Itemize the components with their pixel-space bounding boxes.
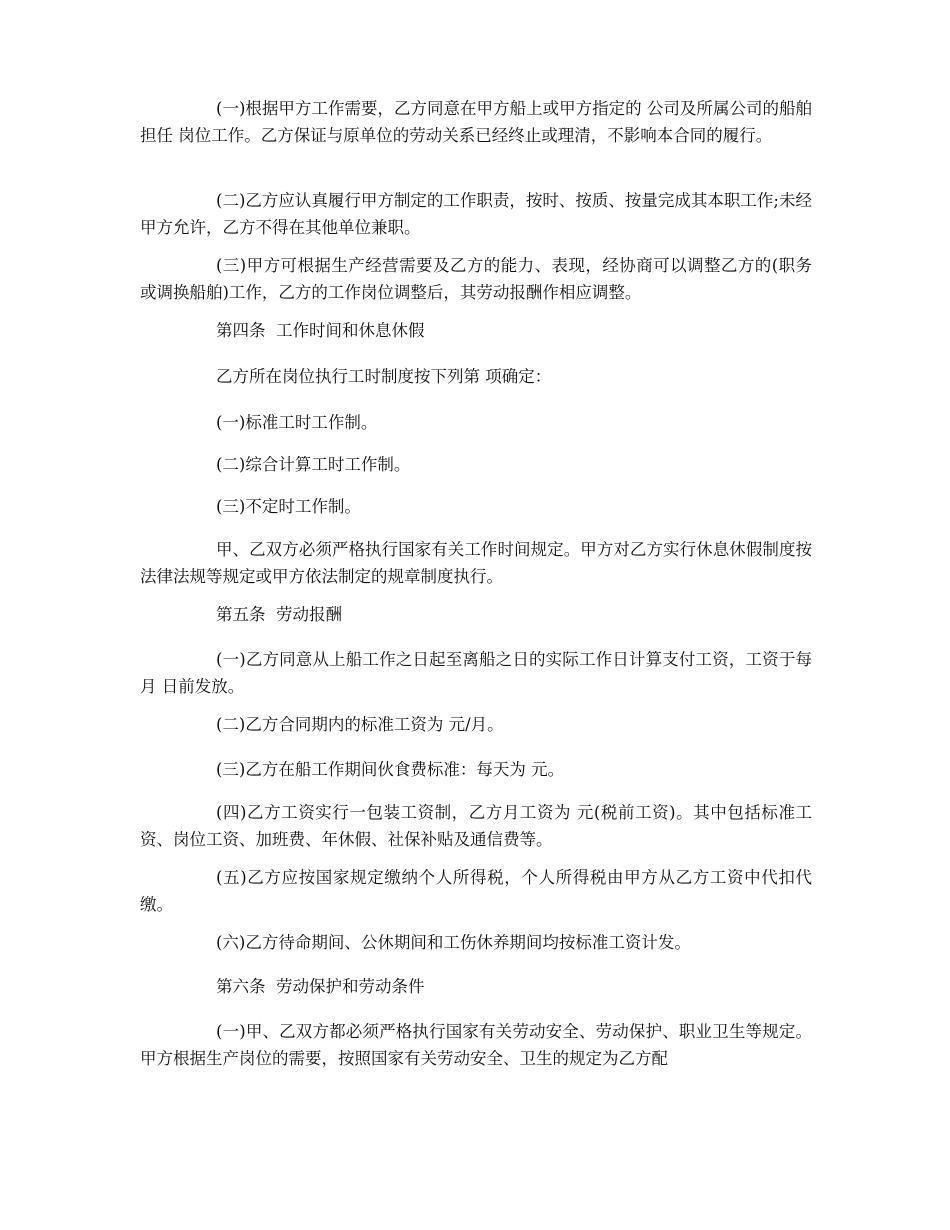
paragraph-duty-1: (一)根据甲方工作需要，乙方同意在甲方船上或甲方指定的 公司及所属公司的船舶担任 岗位工作。乙方保证与原单位的劳动关系已经终止或理清，不影响本合同的履行。	[140, 99, 812, 145]
paragraph-duty-3: (三)甲方可根据生产经营需要及乙方的能力、表现，经协商可以调整乙方的(职务或调换船舶)工作，乙方的工作岗位调整后，其劳动报酬作相应调整。	[140, 256, 812, 302]
paragraph-pay-6: (六)乙方待命期间、公休期间和工伤休养期间均按标准工资计发。	[216, 933, 691, 952]
paragraph-pay-4: (四)乙方工资实行一包装工资制，乙方月工资为 元(税前工资)。其中包括标准工资、岗位工资、加班费、年休假、社保补贴及通信费等。	[140, 803, 812, 849]
paragraph-pay-2: (二)乙方合同期内的标准工资为 元/月。	[216, 715, 504, 734]
article-5-heading: 第五条 劳动报酬	[216, 605, 342, 624]
paragraph-pay-1: (一)乙方同意从上船工作之日起至离船之日的实际工作日计算支付工资，工资于每月 日前发放。	[140, 650, 812, 696]
paragraph-hours-2: (二)综合计算工时工作制。	[216, 455, 411, 474]
article-6-heading: 第六条 劳动保护和劳动条件	[216, 977, 425, 996]
paragraph-hours-3: (三)不定时工作制。	[216, 497, 361, 516]
paragraph-protection-1: (一)甲、乙双方都必须严格执行国家有关劳动安全、劳动保护、职业卫生等规定。甲方根据生产岗位的需要，按照国家有关劳动安全、卫生的规定为乙方配	[140, 1022, 812, 1068]
paragraph-hours-1: (一)标准工时工作制。	[216, 413, 378, 432]
paragraph-pay-3: (三)乙方在船工作期间伙食费标准：每天为 元。	[216, 760, 565, 779]
paragraph-pay-5: (五)乙方应按国家规定缴纳个人所得税，个人所得税由甲方从乙方工资中代扣代缴。	[140, 868, 812, 914]
paragraph-rest: 甲、乙双方必须严格执行国家有关工作时间规定。甲方对乙方实行休息休假制度按法律法规等规定或甲方依法制定的规章制度执行。	[140, 540, 812, 586]
paragraph-duty-2: (二)乙方应认真履行甲方制定的工作职责，按时、按质、按量完成其本职工作;未经甲方允许，乙方不得在其他单位兼职。	[140, 191, 812, 237]
paragraph-hours-intro: 乙方所在岗位执行工时制度按下列第 项确定：	[216, 367, 552, 386]
article-4-heading: 第四条 工作时间和休息休假	[216, 321, 425, 340]
